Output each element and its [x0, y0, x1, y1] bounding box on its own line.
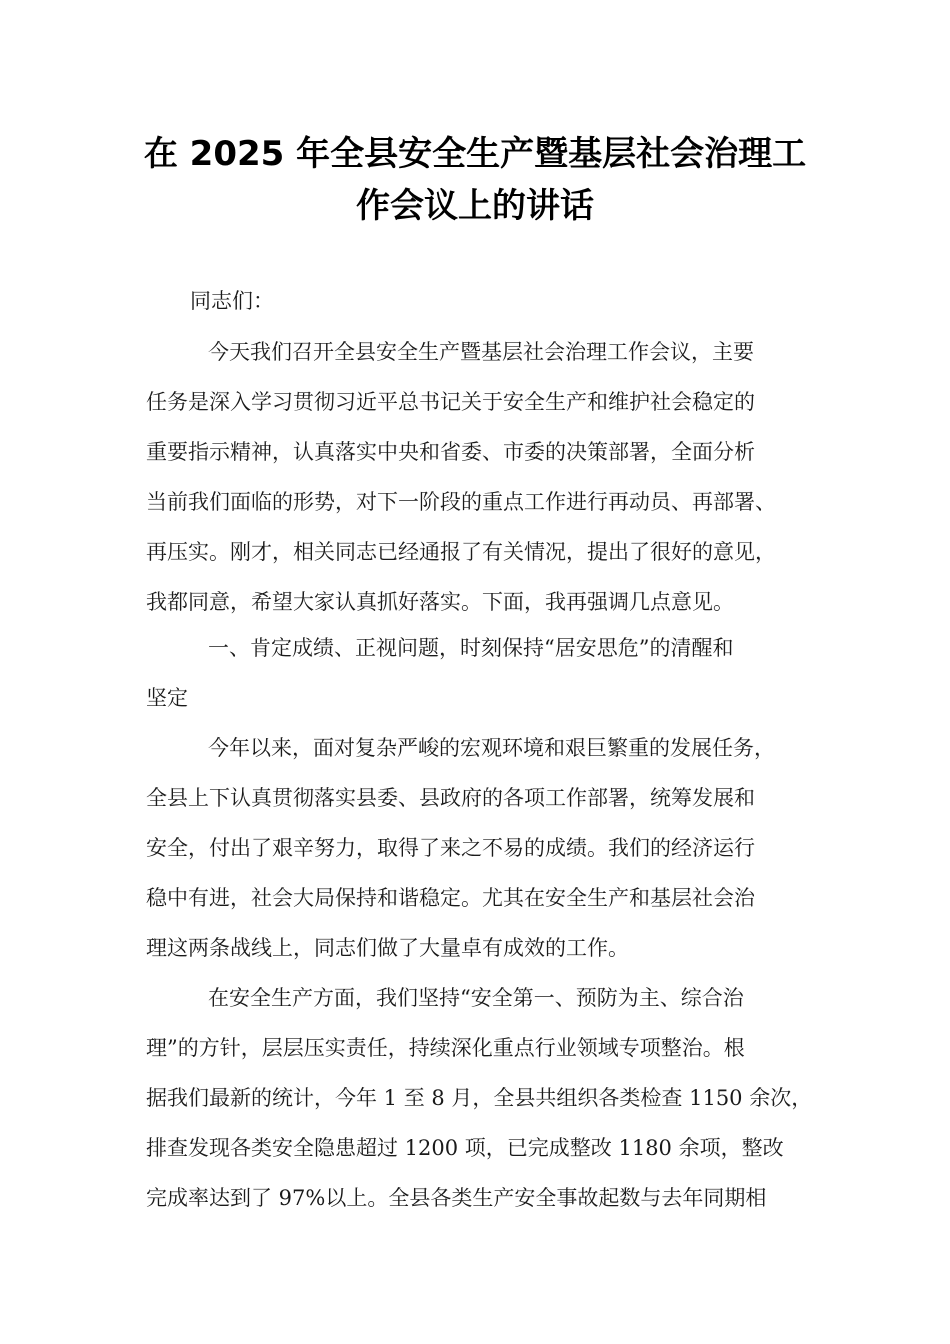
paragraph-line: 今年以来，面对复杂严峻的宏观环境和艰巨繁重的发展任务，	[208, 736, 775, 760]
salutation: 同志们：	[190, 289, 274, 313]
paragraph-line: 重要指示精神，认真落实中央和省委、市委的决策部署，全面分析	[146, 440, 755, 464]
paragraph-line: 理”的方针，层层压实责任，持续深化重点行业领域专项整治。根	[146, 1036, 745, 1060]
section-heading-line: 坚定	[146, 686, 188, 710]
section-heading-line: 一、肯定成绩、正视问题，时刻保持“居安思危”的清醒和	[208, 636, 734, 660]
document-title-line-2: 作会议上的讲话	[356, 186, 594, 226]
paragraph-line: 安全，付出了艰辛努力，取得了来之不易的成绩。我们的经济运行	[146, 836, 755, 860]
document-title-line-1: 在 2025 年全县安全生产暨基层社会治理工	[143, 134, 807, 174]
paragraph-line: 排查发现各类安全隐患超过 1200 项，已完成整改 1180 余项，整改	[146, 1136, 784, 1160]
paragraph-line: 在安全生产方面，我们坚持“安全第一、预防为主、综合治	[208, 986, 744, 1010]
paragraph-line: 据我们最新的统计，今年 1 至 8 月，全县共组织各类检查 1150 余次，	[146, 1086, 813, 1110]
paragraph-line: 当前我们面临的形势，对下一阶段的重点工作进行再动员、再部署、	[146, 490, 776, 514]
paragraph-line: 全县上下认真贯彻落实县委、县政府的各项工作部署，统筹发展和	[146, 786, 755, 810]
paragraph-line: 我都同意，希望大家认真抓好落实。下面，我再强调几点意见。	[146, 590, 734, 614]
paragraph-line: 完成率达到了 97%以上。全县各类生产安全事故起数与去年同期相	[146, 1186, 767, 1210]
paragraph-line: 再压实。刚才，相关同志已经通报了有关情况，提出了很好的意见，	[146, 540, 776, 564]
paragraph-line: 任务是深入学习贯彻习近平总书记关于安全生产和维护社会稳定的	[146, 390, 755, 414]
paragraph-line: 理这两条战线上，同志们做了大量卓有成效的工作。	[146, 936, 629, 960]
paragraph-line: 稳中有进，社会大局保持和谐稳定。尤其在安全生产和基层社会治	[146, 886, 755, 910]
paragraph-line: 今天我们召开全县安全生产暨基层社会治理工作会议，主要	[208, 340, 754, 364]
